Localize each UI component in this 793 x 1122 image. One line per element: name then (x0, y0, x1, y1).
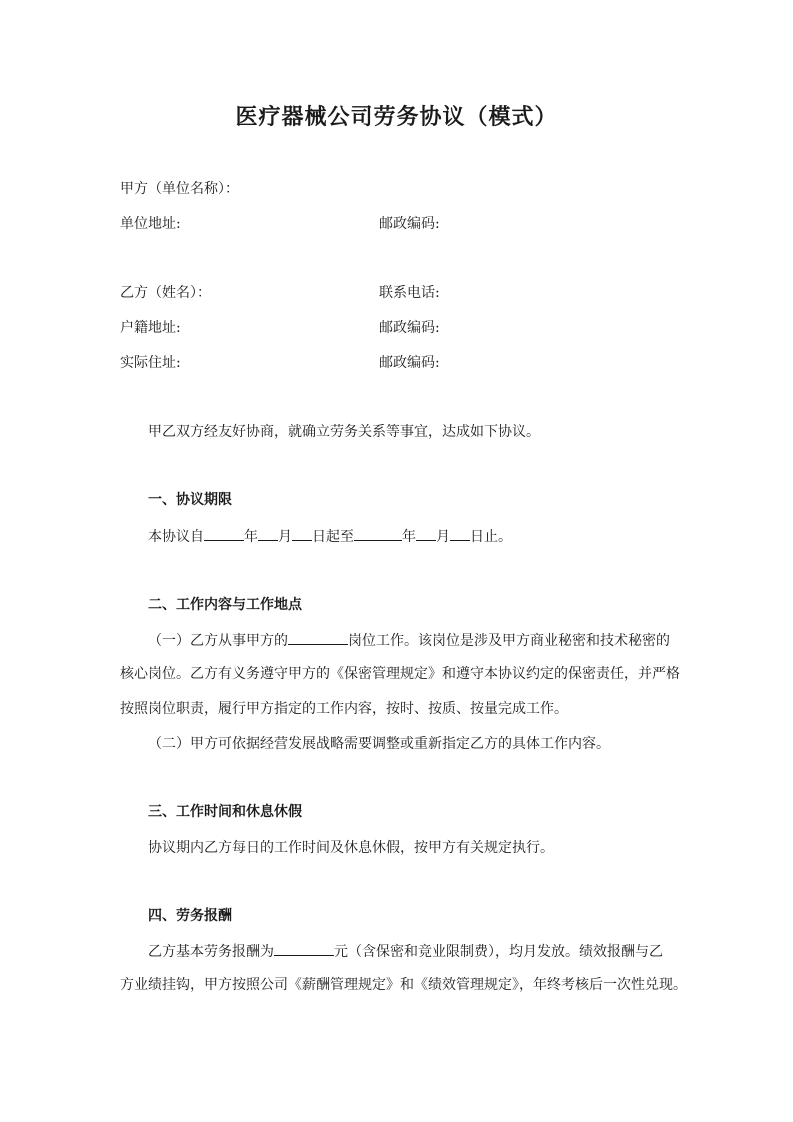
section4-p1-line1 (148, 941, 663, 962)
section4-p1b: 元（含保密和竞业限制费），均月发放。绩效报酬与乙 (334, 944, 663, 960)
party-b-actual-postcode-label: 邮政编码: (379, 355, 440, 371)
section4-p1a: 乙方基本劳务报酬为 (148, 944, 274, 960)
section3-p1: 协议期内乙方每日的工作时间及休息休假，按甲方有关规定执行。 (148, 840, 554, 856)
document-title: 医疗器械公司劳务协议（模式） (235, 105, 558, 130)
section2-p1-line1 (148, 630, 670, 651)
start-month-blank[interactable] (258, 526, 278, 541)
section4-heading: 四、劳务报酬 (148, 908, 232, 924)
end-day-blank[interactable] (450, 526, 470, 541)
section1-heading: 一、协议期限 (148, 492, 232, 508)
term-text-4: 日起至 (312, 529, 354, 545)
section2-p1a: （一）乙方从事甲方的 (148, 633, 288, 649)
party-b-registered-postcode-label: 邮政编码: (379, 320, 440, 336)
section4-p1-line2: 方业绩挂钩，甲方按照公司《薪酬管理规定》和《绩效管理规定》，年终考核后一次性兑现。 (120, 977, 687, 993)
party-a-address-label: 单位地址: (120, 216, 181, 232)
section1-term-line (148, 526, 512, 547)
term-text-1: 本协议自 (148, 529, 204, 545)
end-year-blank[interactable] (354, 526, 402, 541)
start-day-blank[interactable] (292, 526, 312, 541)
party-a-postcode-label: 邮政编码: (379, 216, 440, 232)
start-year-blank[interactable] (204, 526, 244, 541)
end-month-blank[interactable] (416, 526, 436, 541)
section2-p1-line2: 核心岗位。乙方有义务遵守甲方的《保密管理规定》和遵守本协议约定的保密责任，并严格 (120, 666, 680, 682)
term-text-3: 月 (278, 529, 292, 545)
party-b-phone-label: 联系电话: (379, 285, 440, 301)
party-a-name-label: 甲方（单位名称）： (120, 181, 239, 197)
term-text-2: 年 (244, 529, 258, 545)
section2-p1b: 岗位工作。该岗位是涉及甲方商业秘密和技术秘密的 (348, 633, 670, 649)
intro-paragraph: 甲乙双方经友好协商，就确立劳务关系等事宜，达成如下协议。 (148, 424, 540, 440)
term-text-7: 日止。 (470, 529, 512, 545)
section2-heading: 二、工作内容与工作地点 (148, 597, 302, 613)
term-text-6: 月 (436, 529, 450, 545)
salary-blank[interactable] (274, 941, 334, 956)
section2-p1-line3: 按照岗位职责，履行甲方指定的工作内容，按时、按质、按量完成工作。 (120, 701, 568, 717)
party-b-name-label: 乙方（姓名）： (120, 285, 211, 301)
party-b-registered-address-label: 户籍地址: (120, 320, 181, 336)
section2-p2: （二）甲方可依据经营发展战略需要调整或重新指定乙方的具体工作内容。 (148, 736, 610, 752)
section3-heading: 三、工作时间和休息休假 (148, 804, 302, 820)
party-b-actual-address-label: 实际住址: (120, 355, 181, 371)
position-blank[interactable] (288, 630, 348, 645)
term-text-5: 年 (402, 529, 416, 545)
